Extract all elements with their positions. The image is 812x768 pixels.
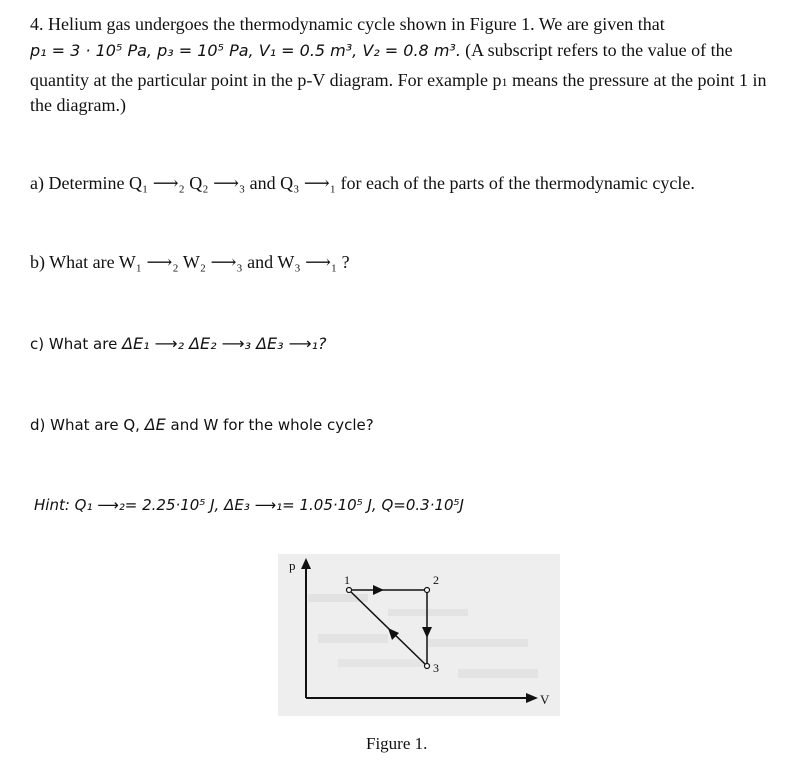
pv-diagram-svg	[278, 554, 560, 716]
problem-number: 4.	[30, 14, 44, 34]
question-a: a) Determine Q₁ ⟶₂ Q₂ ⟶₃ and Q₃ ⟶₁ for each of the parts of the thermodynamic cycle.	[30, 173, 695, 193]
problem-intro	[30, 14, 665, 35]
note-line-2-text: quantity at the particular point in the p-V diagram. For example p	[30, 70, 502, 90]
point-3-label: 3	[433, 661, 439, 675]
figure-caption: Figure 1.	[366, 734, 428, 753]
note-line-2	[30, 70, 766, 91]
point-3	[425, 664, 430, 669]
problem-intro-text: Helium gas undergoes the thermodynamic cycle shown in Figure 1. We are given that	[48, 14, 665, 34]
pv-diagram	[278, 554, 560, 716]
question-d-math: ΔE	[144, 415, 166, 434]
question-d-text-1: d) What are Q,	[30, 416, 145, 434]
note-line-3: the diagram.)	[30, 95, 126, 115]
question-c-math: ΔE₁ ⟶₂ ΔE₂ ⟶₃ ΔE₃ ⟶₁?	[122, 334, 327, 353]
note-line-2b-text: means the pressure at the point 1 in	[507, 70, 767, 90]
point-2-label: 2	[433, 573, 439, 587]
note-line-1: (A subscript refers to the value of the	[465, 40, 733, 60]
question-c	[30, 334, 326, 354]
point-1-label: 1	[344, 573, 350, 587]
given-values: p₁ = 3 · 10⁵ Pa, p₃ = 10⁵ Pa, V₁ = 0.5 m³, V₂ = 0.8 m³.	[30, 41, 461, 60]
question-c-text: c) What are	[30, 335, 123, 353]
question-d-text-2: and W for the whole cycle?	[165, 416, 374, 434]
given-line	[30, 40, 733, 61]
point-1	[347, 588, 352, 593]
hint: Hint: Q₁ ⟶₂= 2.25·10⁵ J, ΔE₃ ⟶₁= 1.05·10⁵ J, Q=0.3·10⁵J	[34, 496, 464, 514]
question-b: b) What are W₁ ⟶₂ W₂ ⟶₃ and W₃ ⟶₁ ?	[30, 252, 350, 272]
point-2	[425, 588, 430, 593]
note-subscript: 1	[501, 75, 508, 89]
axis-v-label: V	[540, 692, 550, 707]
question-d	[30, 415, 374, 435]
axis-p-label: p	[289, 558, 296, 573]
